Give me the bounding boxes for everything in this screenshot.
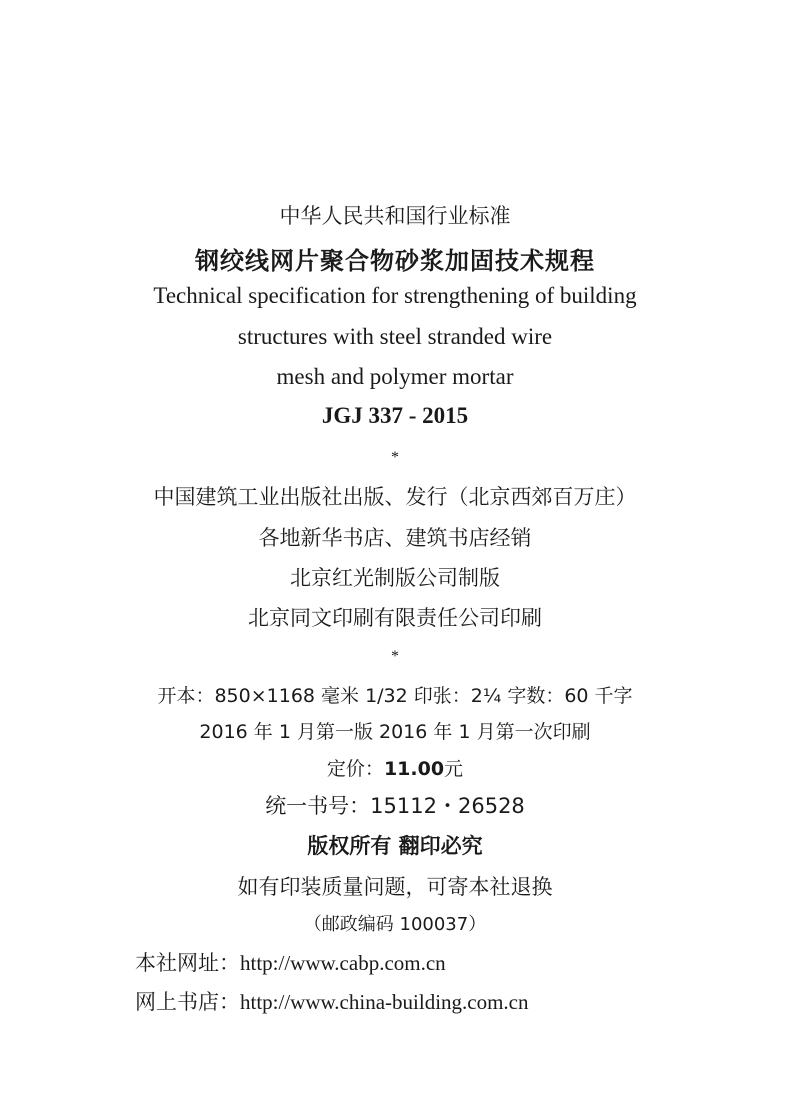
copyright-notice: 版权所有 翻印必究 bbox=[307, 834, 483, 858]
separator-star: * bbox=[391, 648, 399, 665]
title-english-line-3: mesh and polymer mortar bbox=[276, 364, 514, 389]
title-english-line-1: Technical specification for strengthening of building bbox=[153, 283, 637, 308]
distribution-line: 各地新华书店、建筑书店经销 bbox=[258, 526, 532, 550]
printing-line: 北京同文印刷有限责任公司印刷 bbox=[248, 606, 542, 630]
unified-book-number: 统一书号：15112・26528 bbox=[265, 794, 525, 818]
price-line bbox=[0, 754, 790, 781]
price-label: 定价： bbox=[326, 758, 384, 780]
title-english-line-2: structures with steel stranded wire bbox=[237, 324, 553, 349]
online-store-url[interactable]: http://www.china-building.com.cn bbox=[240, 990, 529, 1014]
online-store-label: 网上书店： bbox=[135, 990, 240, 1014]
postal-code: （邮政编码 100037） bbox=[303, 914, 487, 935]
format-line: 开本：850×1168 毫米 1/32 印张：2¼ 字数：60 千字 bbox=[157, 685, 633, 707]
price-unit: 元 bbox=[444, 758, 464, 780]
standard-code: JGJ 337 - 2015 bbox=[321, 403, 469, 428]
edition-line: 2016 年 1 月第一版 2016 年 1 月第一次印刷 bbox=[199, 721, 591, 743]
publisher-line: 中国建筑工业出版社出版、发行（北京西郊百万庄） bbox=[153, 485, 637, 509]
separator-star: * bbox=[391, 449, 399, 466]
website-label: 本社网址： bbox=[135, 951, 240, 975]
website-url[interactable]: http://www.cabp.com.cn bbox=[240, 951, 446, 975]
return-notice: 如有印装质量问题，可寄本社退换 bbox=[237, 875, 553, 899]
title-chinese: 钢绞线网片聚合物砂浆加固技术规程 bbox=[195, 247, 595, 275]
plate-making-line: 北京红光制版公司制版 bbox=[290, 566, 500, 590]
price-value: 11.00 bbox=[383, 758, 445, 780]
website-line bbox=[135, 947, 446, 977]
online-store-line bbox=[135, 986, 529, 1016]
standard-category: 中华人民共和国行业标准 bbox=[279, 204, 511, 228]
